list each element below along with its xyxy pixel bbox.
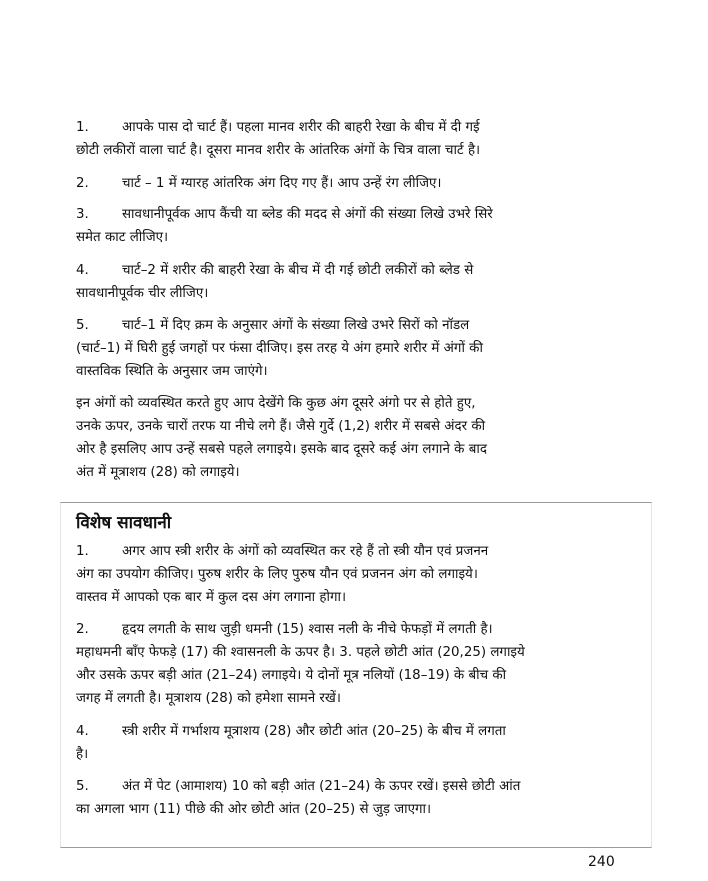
precaution-text-line: जगह में लगती है। मूत्राशय (28) को हमेशा सामने रखें।	[76, 691, 341, 706]
instruction-5	[76, 314, 624, 383]
precaution-1	[76, 540, 624, 609]
precaution-4	[76, 720, 624, 766]
precaution-text-line: हृदय लगती के साथ जुड़ी धमनी (15) श्वास नली के नीचे फेफड़ों में लगती है।	[122, 622, 493, 637]
instruction-number: 5.	[76, 318, 89, 333]
instruction-number: 2.	[76, 176, 89, 191]
instruction-text-line: चार्ट–2 में शरीर की बाहरी रेखा के बीच में दी गई छोटी लकीरों को ब्लेड से	[122, 263, 474, 278]
instruction-2	[76, 172, 624, 195]
precaution-number: 5.	[76, 779, 89, 794]
precaution-5	[76, 775, 624, 821]
closing-paragraph-line: अंत में मूत्राशय (28) को लगाइये।	[76, 465, 240, 480]
page-number: 240	[588, 854, 615, 870]
precaution-text-line: वास्तव में आपको एक बार में कुल दस अंग लगाना होगा।	[76, 590, 347, 605]
closing-paragraph-line: उनके ऊपर, उनके चारों तरफ या नीचे लगे हैं। जैसे गुर्दे (1,2) शरीर में सबसे अंदर की	[76, 419, 486, 434]
instruction-text-line: सावधानीपूर्वक चीर लीजिए।	[76, 286, 209, 301]
instruction-text-line: आपके पास दो चार्ट हैं। पहला मानव शरीर की बाहरी रेखा के बीच में दी गई	[122, 120, 480, 135]
instruction-3	[76, 203, 624, 249]
precaution-text-line: अंत में पेट (आमाशय) 10 को बड़ी आंत (21–24) के ऊपर रखें। इससे छोटी आंत	[122, 779, 521, 794]
instruction-text-line: (चार्ट–1) में घिरी हुई जगहों पर फंसा दीजिए। इस तरह ये अंग हमारे शरीर में अंगों की	[76, 341, 483, 356]
precaution-text-line: का अगला भाग (11) पीछे की ओर छोटी आंत (20–25) से जुड़ जाएगा।	[76, 802, 432, 817]
instruction-number: 3.	[76, 207, 89, 222]
instruction-text-line: समेत काट लीजिए।	[76, 230, 169, 245]
instruction-text-line: वास्तविक स्थिति के अनुसार जम जाएंगे।	[76, 364, 268, 379]
instruction-text-line: छोटी लकीरों वाला चार्ट है। दूसरा मानव शरीर के आंतरिक अंगों के चित्र वाला चार्ट है।	[76, 143, 481, 158]
closing-paragraph-line: इन अंगों को व्यवस्थित करते हुए आप देखेंगे कि कुछ अंग दूसरे अंगो पर से होते हुए,	[76, 396, 476, 411]
closing-paragraph	[76, 392, 624, 484]
precaution-text-line: अंग का उपयोग कीजिए। पुरुष शरीर के लिए पुरुष यौन एवं प्रजनन अंग को लगाइये।	[76, 567, 478, 582]
special-precautions-title: विशेष सावधानी	[76, 513, 172, 533]
precaution-text-line: और उसके ऊपर बड़ी आंत (21–24) लगाइये। ये दोनों मूत्र नलियों (18–19) के बीच की	[76, 668, 507, 683]
precaution-number: 2.	[76, 622, 89, 637]
precaution-text-line: महाधमनी बाँए फेफड़े (17) की श्वासनली के ऊपर है। 3. पहले छोटी आंत (20,25) लगाइये	[76, 645, 525, 660]
precaution-text-line: अगर आप स्त्री शरीर के अंगों को व्यवस्थित कर रहे हैं तो स्त्री यौन एवं प्रजनन	[122, 544, 489, 559]
precaution-2	[76, 618, 624, 710]
instruction-4	[76, 259, 624, 305]
precaution-text-line: स्त्री शरीर में गर्भाशय मूत्राशय (28) और छोटी आंत (20–25) के बीच में लगता	[122, 724, 506, 739]
precaution-number: 4.	[76, 724, 89, 739]
instruction-1	[76, 116, 624, 162]
instruction-text-line: सावधानीपूर्वक आप कैंची या ब्लेड की मदद से अंगों की संख्या लिखे उभरे सिरे	[122, 207, 493, 222]
instruction-number: 4.	[76, 263, 89, 278]
instruction-number: 1.	[76, 120, 89, 135]
precaution-number: 1.	[76, 544, 89, 559]
precaution-text-line: है।	[76, 747, 89, 762]
closing-paragraph-line: ओर है इसलिए आप उन्हें सबसे पहले लगाइये। इसके बाद दूसरे कई अंग लगाने के बाद	[76, 442, 487, 457]
instruction-text-line: चार्ट–1 में दिए क्रम के अनुसार अंगों के संख्या लिखे उभरे सिरों को नॉडल	[122, 318, 470, 333]
instruction-text-line: चार्ट – 1 में ग्यारह आंतरिक अंग दिए गए हैं। आप उन्हें रंग लीजिए।	[122, 176, 442, 191]
